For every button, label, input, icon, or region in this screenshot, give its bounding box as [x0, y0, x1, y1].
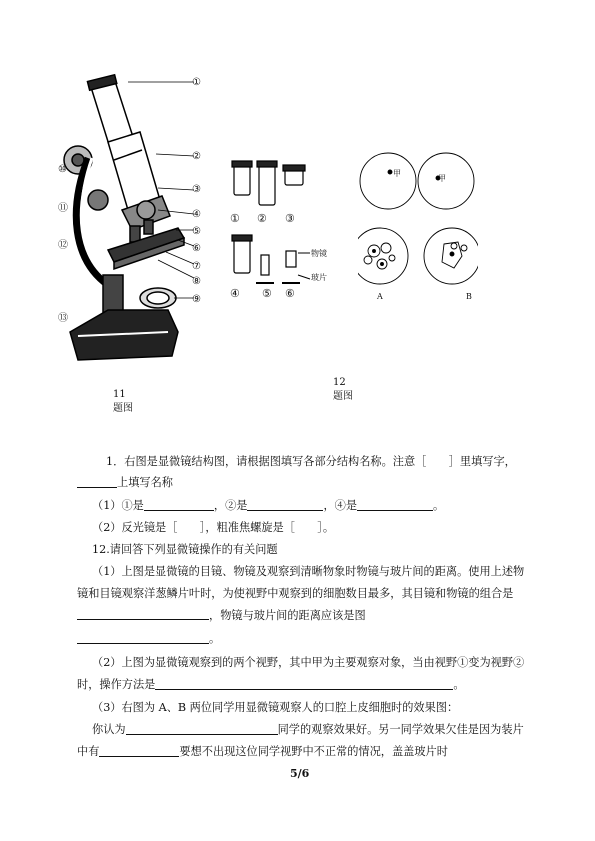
field-view-1 — [360, 153, 416, 209]
q1-blank-2[interactable] — [247, 498, 323, 511]
label-4: ④ — [192, 209, 201, 220]
q12-student-blank[interactable] — [126, 722, 278, 735]
label-8: ⑧ — [192, 276, 201, 287]
figure-12-caption: 12 题图 — [333, 377, 353, 402]
q12-p3-line3: 中有 要想不出现这位同学视野中不正常的情况，盖盖玻片时 — [77, 745, 448, 758]
fields-figure — [358, 148, 478, 308]
lens-label-slide: 玻片 — [311, 273, 327, 282]
q12-p1-line4: ，物镜与玻片间的距离应该是图 — [209, 609, 366, 622]
label-7: ⑦ — [192, 261, 201, 272]
lens-num-1: ① — [230, 212, 240, 225]
field-view-2 — [418, 153, 474, 209]
label-11: ⑪ — [58, 203, 68, 214]
q12-p3-line1: （3）右图为 A、B 两位同学用显微镜观察人的口腔上皮细胞时的效果图： — [92, 701, 459, 714]
microscope-barrel — [108, 132, 160, 210]
q12-p2-line1: （2）上图为显微镜观察到的两个视野，其中甲为主要观察对象，当由视野①变为视野② — [92, 656, 525, 669]
field-label-jia-2: 甲 — [438, 174, 446, 183]
label-10: ⑩ — [58, 164, 67, 175]
lens-num-2: ② — [257, 212, 267, 225]
lens-label-objective: 物镜 — [311, 249, 327, 258]
q1-blank-4[interactable] — [357, 498, 433, 511]
q1-sub1: （1）①是 ，②是 ，④是 。 — [92, 499, 445, 512]
microscope-figure — [48, 70, 218, 380]
label-9: ⑨ — [192, 294, 201, 305]
label-5: ⑤ — [192, 226, 201, 237]
label-2: ② — [192, 151, 201, 162]
q12-title: 12.请回答下列显微镜操作的有关问题 — [92, 543, 278, 556]
field-label-a: A — [377, 292, 383, 301]
lens-num-6: ⑥ — [285, 287, 295, 300]
field-view-a — [358, 228, 408, 284]
q1-name-blank[interactable] — [77, 475, 117, 488]
q12-p3-line2: 你认为 同学的观察效果好。另一同学效果欠佳是因为装片 — [92, 723, 524, 736]
q12-p1-line2: 镜和目镜观察洋葱鳞片叶时，为使视野中观察到的细胞数目最多，其目镜和物镜的组合是 — [77, 587, 514, 600]
q1-sub2: （2）反光镜是［ ］，粗准焦螺旋是［ ］。 — [92, 521, 335, 534]
label-6: ⑥ — [192, 243, 201, 254]
q12-method-blank[interactable] — [155, 677, 453, 690]
q12-p2-line2: 时，操作方法是 。 — [77, 678, 465, 691]
q1-line2: 上填写名称 — [77, 474, 173, 490]
q12-distance-blank[interactable] — [77, 631, 209, 644]
lenses-figure — [226, 155, 346, 305]
q1-blank-1[interactable] — [144, 498, 214, 511]
q12-p1-line3 — [77, 607, 209, 621]
label-1: ① — [192, 77, 201, 88]
page-number: 5/6 — [290, 767, 310, 780]
lens-num-3: ③ — [285, 212, 295, 225]
label-13: ⑬ — [58, 313, 68, 324]
field-label-b: B — [466, 292, 472, 301]
q12-bubble-blank[interactable] — [99, 744, 179, 757]
lens-num-4: ④ — [230, 287, 240, 300]
q12-p1-line1: （1）上图是显微镜的目镜、物镜及观察到清晰物象时物镜与玻片间的距离。使用上述物 — [92, 565, 525, 578]
field-label-jia-1: 甲 — [393, 169, 401, 178]
label-12: ⑫ — [58, 240, 68, 251]
q12-combo-blank[interactable] — [77, 607, 209, 620]
lens-num-5: ⑤ — [262, 287, 272, 300]
q1-line1: 1．右图是显微镜结构图，请根据图填写各部分结构名称。注意［ ］里填写字， — [106, 455, 516, 468]
label-3: ③ — [192, 184, 201, 195]
figure-11-caption: 11 题图 — [113, 389, 133, 414]
q12-p1-line5: 。 — [77, 630, 220, 646]
